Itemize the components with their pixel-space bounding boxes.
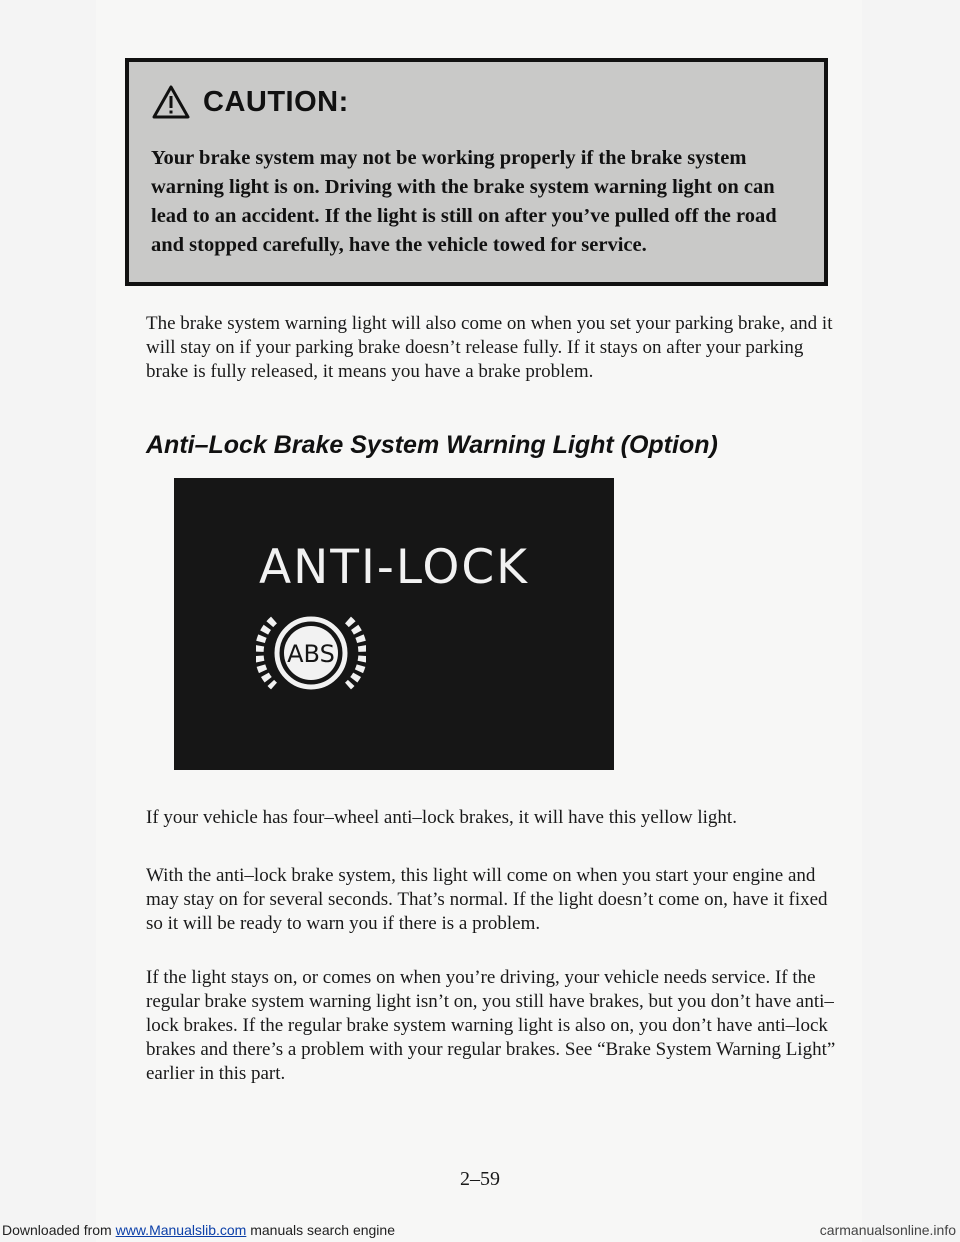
abs-symbol-icon xyxy=(256,598,366,708)
paragraph-start-engine: With the anti–lock brake system, this light will come on when you start your engine and may stay on for several seconds. That’s normal. If the light doesn’t come on, have it fixed so it will be ready to warn you if there is a problem. xyxy=(146,865,828,934)
caution-header xyxy=(151,82,349,122)
paragraph-yellow-light: If your vehicle has four–wheel anti–lock brakes, it will have this yellow light. xyxy=(146,807,737,828)
caution-text: Your brake system may not be working properly if the brake system warning light is on. Driving with the brake system warning light on can lead to an accident. If the light is still on after you’ve pulled off the road and stopped carefully, have the vehicle towed for service. xyxy=(151,147,777,256)
footer-prefix: Downloaded from xyxy=(2,1222,112,1238)
footer-link[interactable]: www.Manualslib.com xyxy=(115,1222,247,1238)
abs-symbol-text: ABS xyxy=(287,640,335,668)
page-number: 2–59 xyxy=(460,1168,500,1190)
paragraph-stays-on: If the light stays on, or comes on when you’re driving, your vehicle needs service. If the regular brake system warning light isn’t on, you still have brakes, but you don’t have anti–lock brakes. If the regular brake system warning light is also on, you don’t have anti–lock brakes and there’s a problem with your regular brakes. See “Brake System Warning Light” earlier in this part. xyxy=(146,967,836,1084)
caution-box xyxy=(125,58,828,286)
footer xyxy=(0,1220,960,1242)
footer-watermark: carmanualsonline.info xyxy=(819,1222,956,1238)
abs-warning-light-image xyxy=(174,478,614,770)
warning-triangle-icon xyxy=(151,84,191,120)
paragraph-brake-light: The brake system warning light will also come on when you set your parking brake, and it will stay on if your parking brake doesn’t release fully. If it stays on after your parking brake is fully released, it means you have a brake problem. xyxy=(146,313,833,382)
caution-title: CAUTION: xyxy=(203,85,349,118)
footer-suffix: manuals search engine xyxy=(250,1222,395,1238)
abs-panel-label: ANTI-LOCK xyxy=(259,540,529,595)
section-heading: Anti–Lock Brake System Warning Light (Option) xyxy=(146,431,718,459)
footer-download-note xyxy=(2,1222,395,1238)
